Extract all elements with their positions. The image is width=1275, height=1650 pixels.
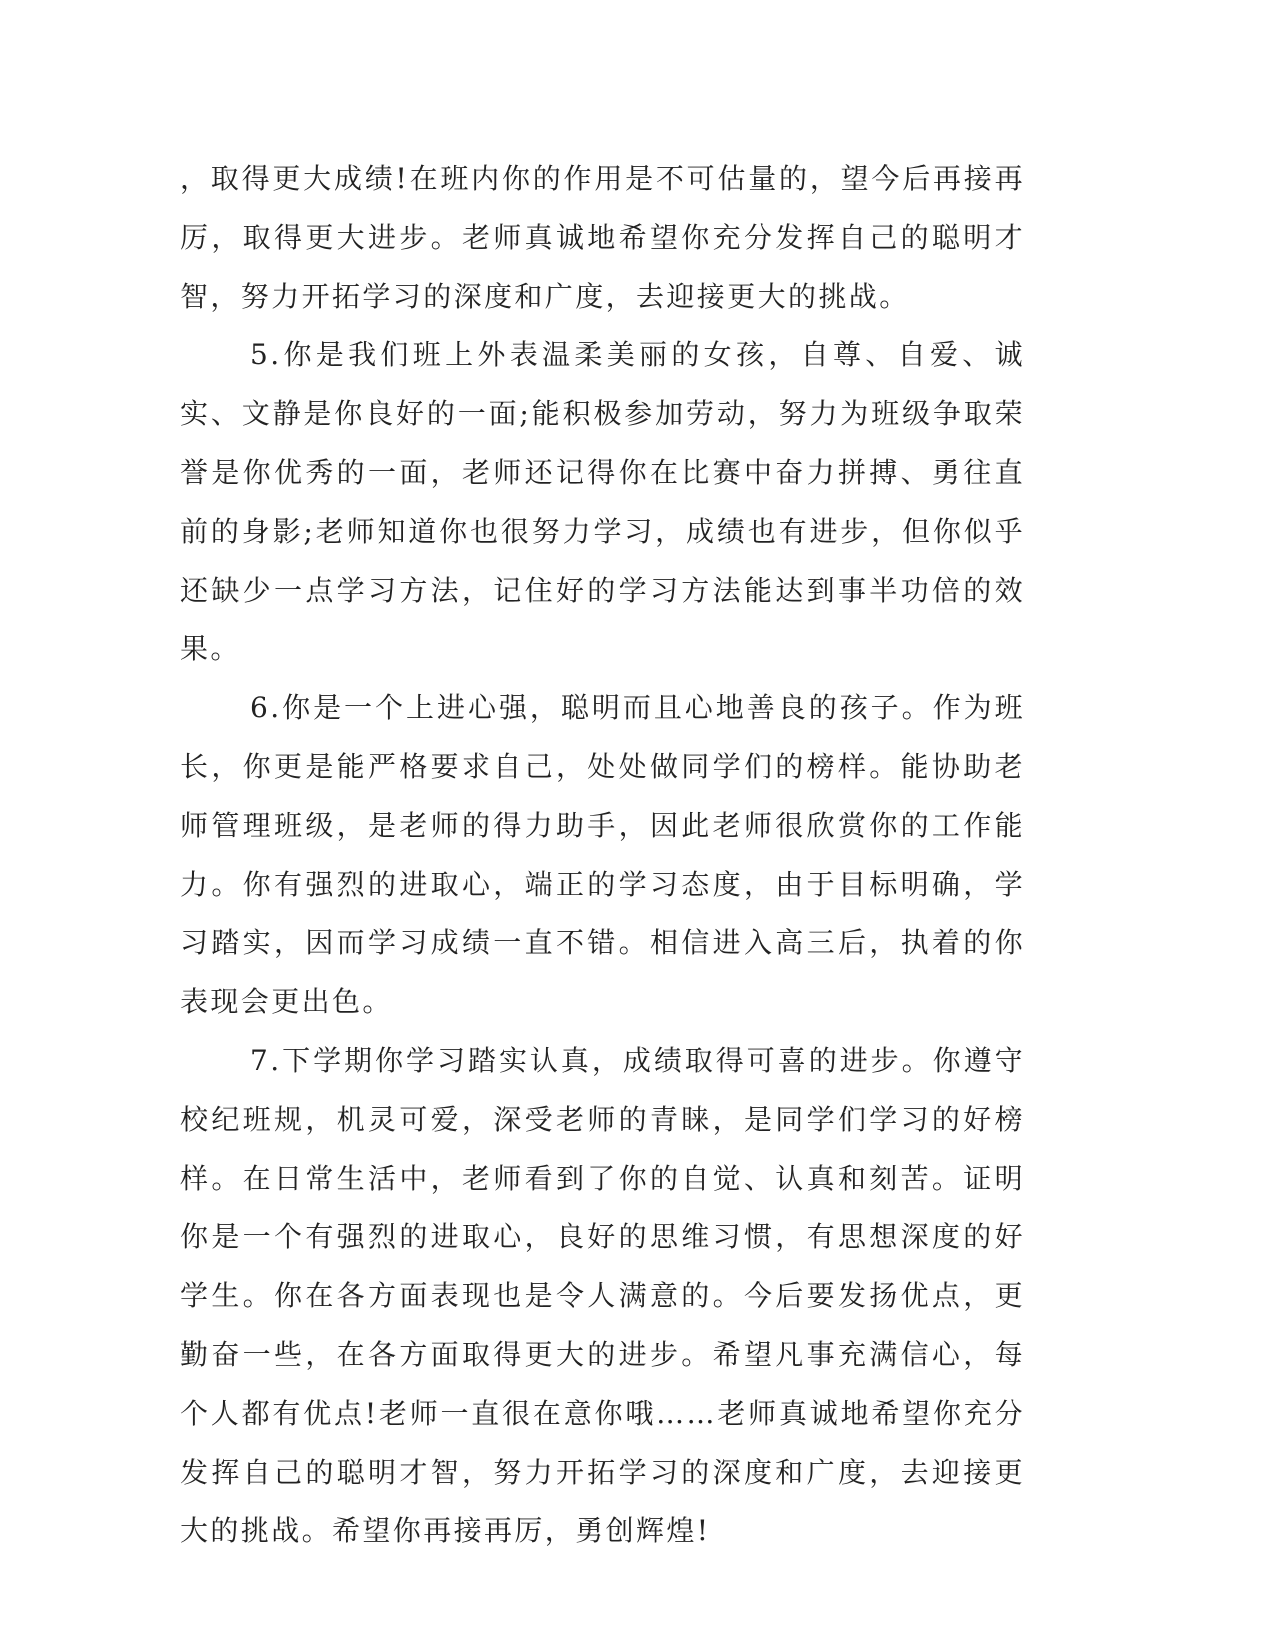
- paragraph-comment-6: 6.你是一个上进心强，聪明而且心地善良的孩子。作为班长，你更是能严格要求自己，处处做同学们的榜样。能协助老师管理班级，是老师的得力助手，因此老师很欣赏你的工作能力。你有强烈的进取心，端正的学习态度，由于目标明确，学习踏实，因而学习成绩一直不错。相信进入高三后，执着的你表现会更出色。: [180, 691, 1025, 1019]
- paragraph-comment-5: 5.你是我们班上外表温柔美丽的女孩，自尊、自爱、诚实、文静是你良好的一面;能积极参加劳动，努力为班级争取荣誉是你优秀的一面，老师还记得你在比赛中奋力拼搏、勇往直前的身影;老师知道你也很努力学习，成绩也有进步，但你似乎还缺少一点学习方法，记住好的学习方法能达到事半功倍的效果。: [180, 338, 1025, 666]
- paragraph-continuation: ，取得更大成绩!在班内你的作用是不可估量的，望今后再接再厉，取得更大进步。老师真诚地希望你充分发挥自己的聪明才智，努力开拓学习的深度和广度，去迎接更大的挑战。: [180, 162, 1025, 313]
- paragraph-comment-7: 7.下学期你学习踏实认真，成绩取得可喜的进步。你遵守校纪班规，机灵可爱，深受老师的青睐，是同学们学习的好榜样。在日常生活中，老师看到了你的自觉、认真和刻苦。证明你是一个有强烈的进取心，良好的思维习惯，有思想深度的好学生。你在各方面表现也是令人满意的。今后要发扬优点，更勤奋一些，在各方面取得更大的进步。希望凡事充满信心，每个人都有优点!老师一直很在意你哦……老师真诚地希望你充分发挥自己的聪明才智，努力开拓学习的深度和广度，去迎接更大的挑战。希望你再接再厉，勇创辉煌!: [180, 1043, 1025, 1548]
- document-body: [180, 150, 1025, 1561]
